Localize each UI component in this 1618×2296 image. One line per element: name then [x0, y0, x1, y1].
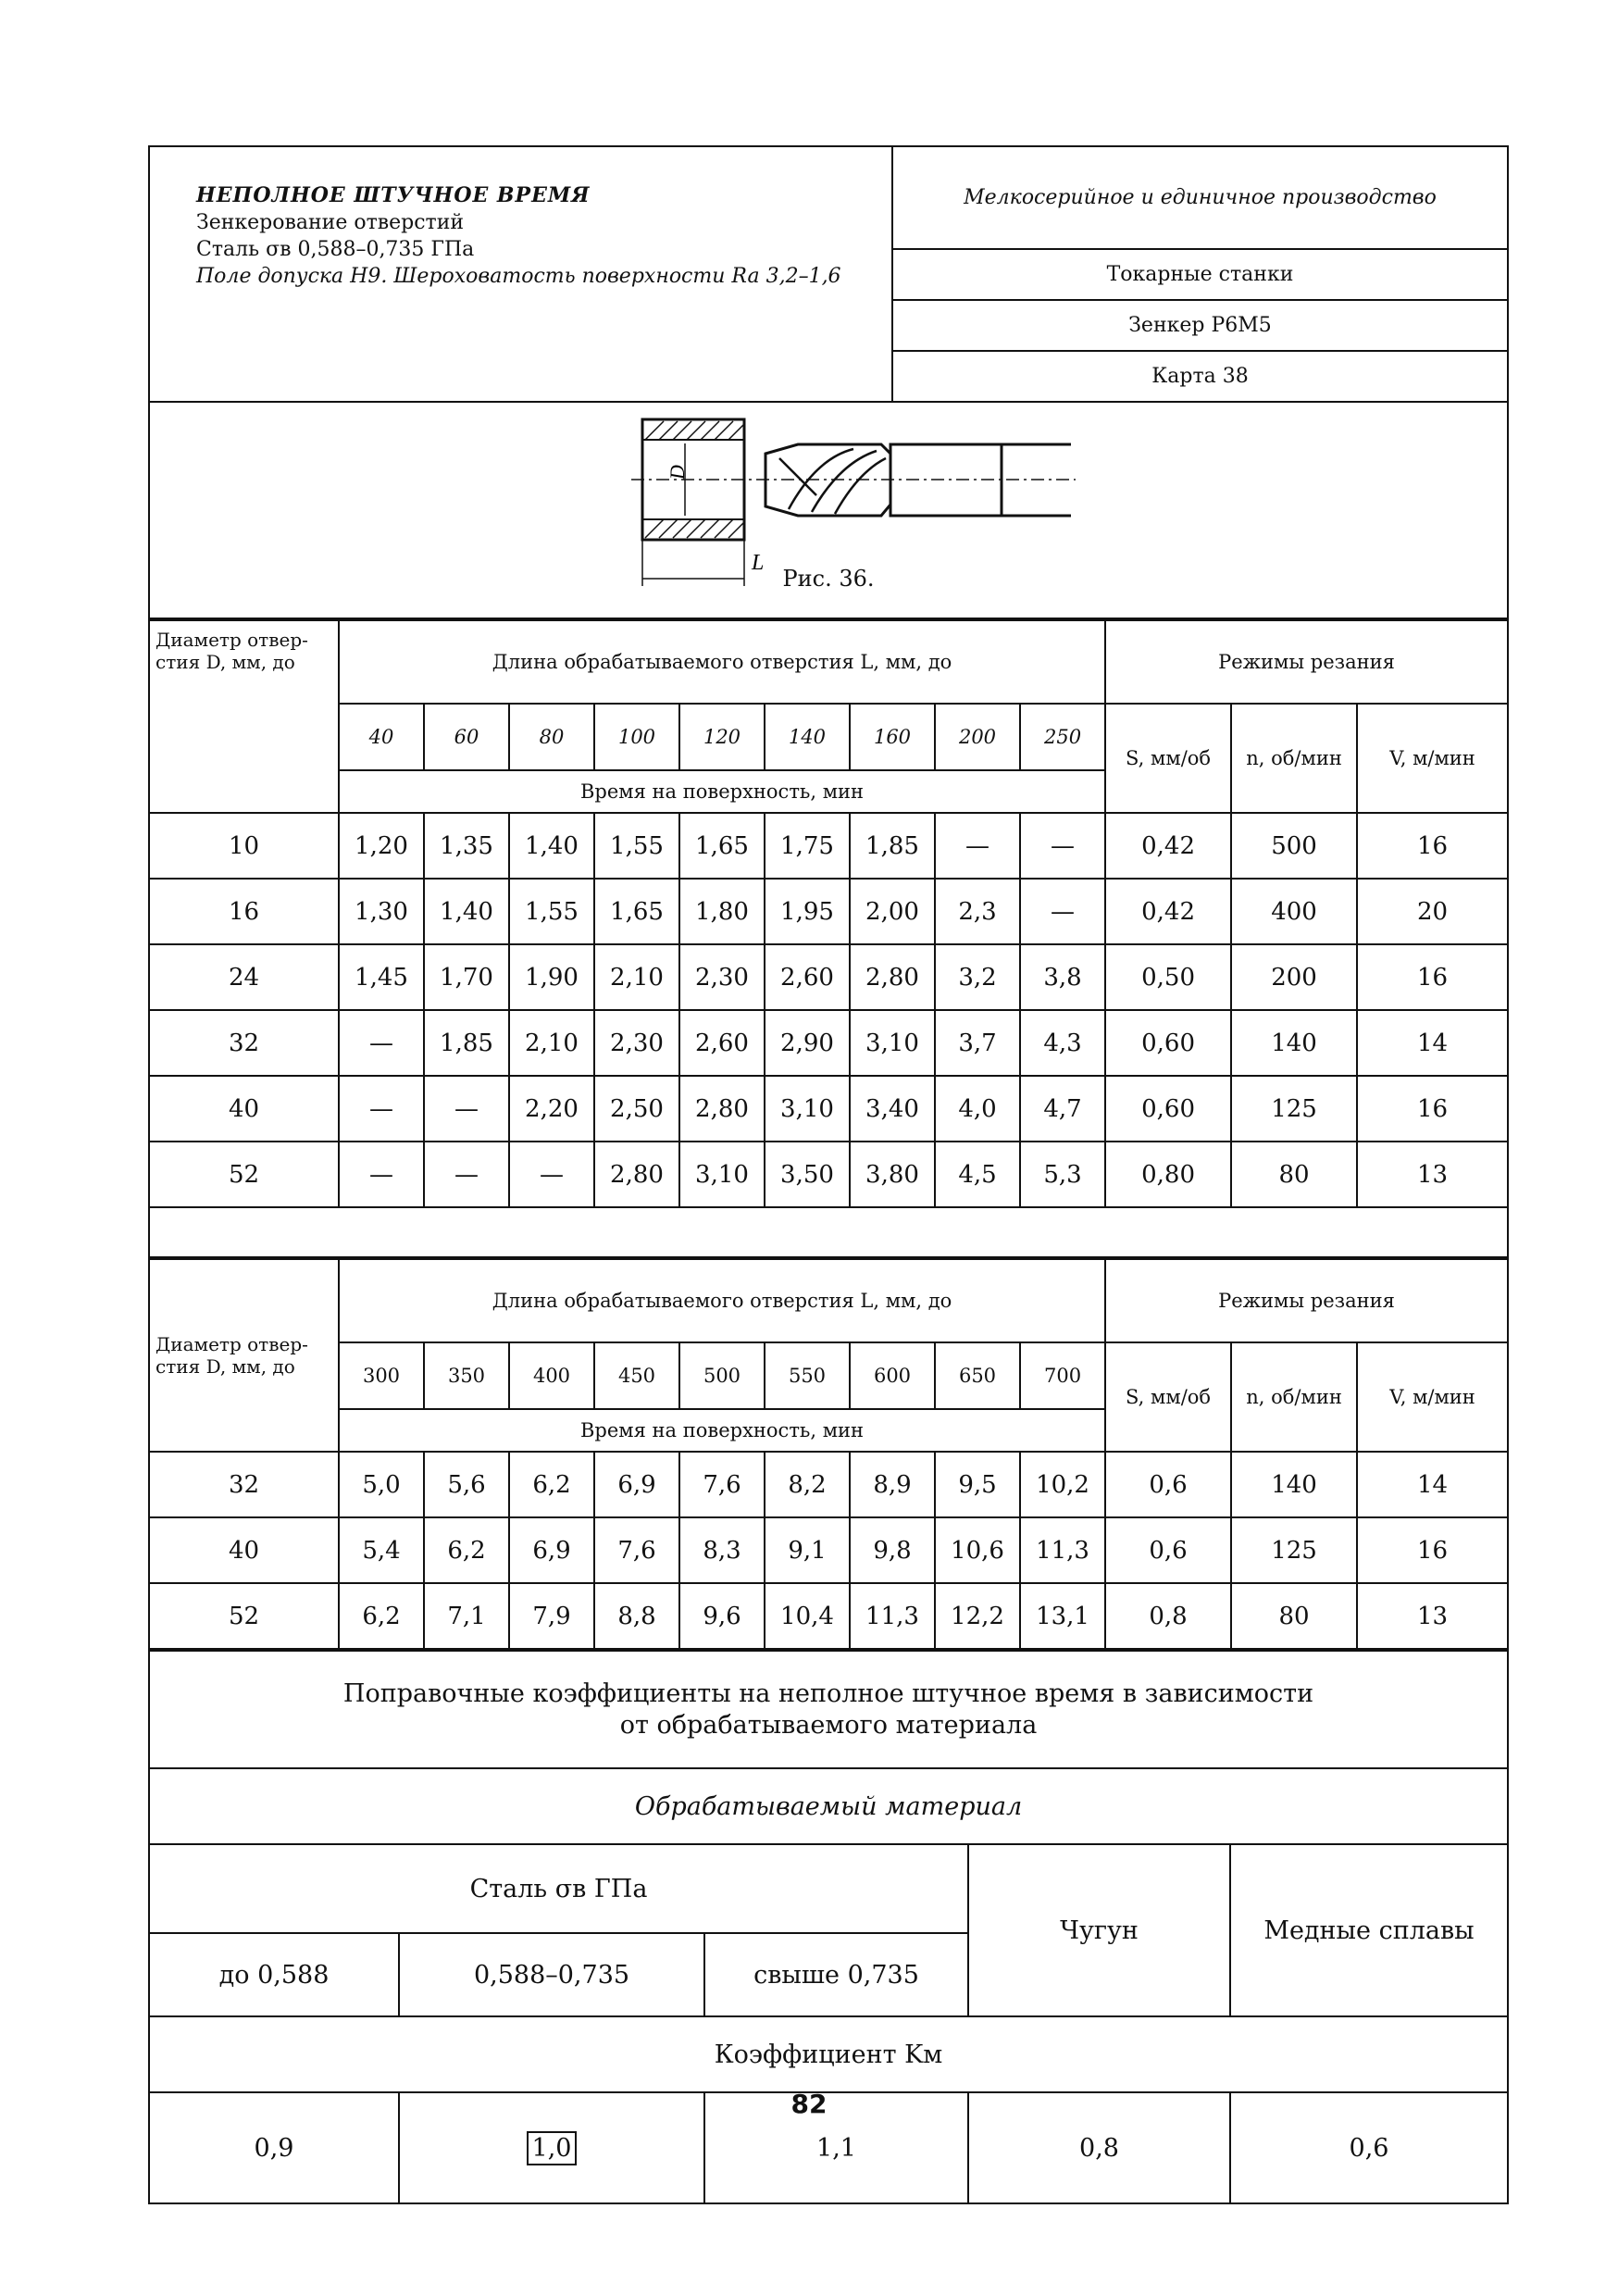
- copper-header: Медные сплавы: [1230, 1844, 1508, 2016]
- length-col: 140: [765, 704, 850, 770]
- time-cell: 3,10: [850, 1010, 935, 1076]
- diameter-cell: 24: [149, 944, 339, 1010]
- time-cell: 9,6: [679, 1583, 765, 1649]
- modes-header: Режимы резания: [1105, 620, 1508, 704]
- coefficient-header: Коэффициент Kм: [149, 2016, 1508, 2092]
- length-col: 100: [594, 704, 679, 770]
- countersink-flutes: [779, 449, 886, 514]
- diameter-header: Диаметр отвер-стия D, мм, до: [149, 1259, 339, 1452]
- time-header: Время на поверхность, мин: [339, 1409, 1105, 1452]
- time-cell: 2,50: [594, 1076, 679, 1142]
- coefficient-value-boxed: 1,0: [527, 2131, 578, 2165]
- velocity-col: V, м/мин: [1357, 704, 1508, 813]
- table-row: [149, 1076, 1508, 1142]
- figure-block: [148, 401, 1509, 619]
- length-col: 650: [935, 1342, 1020, 1409]
- mode-cell: 16: [1357, 1076, 1508, 1142]
- length-header: Длина обрабатываемого отверстия L, мм, до: [339, 620, 1105, 704]
- time-cell: 10,2: [1020, 1452, 1105, 1517]
- coefficient-table: [148, 1650, 1509, 2204]
- time-cell: 1,20: [339, 813, 424, 879]
- length-col: 250: [1020, 704, 1105, 770]
- table-2-body: [149, 1452, 1508, 1649]
- mode-cell: 125: [1231, 1517, 1357, 1583]
- feed-col: S, мм/об: [1105, 704, 1231, 813]
- time-cell: —: [509, 1142, 594, 1207]
- time-cell: 1,45: [339, 944, 424, 1010]
- time-cell: 2,80: [850, 944, 935, 1010]
- mode-cell: 16: [1357, 944, 1508, 1010]
- time-cell: 9,1: [765, 1517, 850, 1583]
- time-cell: 11,3: [1020, 1517, 1105, 1583]
- length-col: 700: [1020, 1342, 1105, 1409]
- cast-iron-header: Чугун: [968, 1844, 1230, 2016]
- mode-cell: 20: [1357, 879, 1508, 944]
- time-cell: —: [339, 1076, 424, 1142]
- tolerance-text: Поле допуска Н9. Шероховатость поверхности Ra 3,2–1,6: [196, 265, 841, 288]
- diameter-cell: 40: [149, 1517, 339, 1583]
- mode-cell: 14: [1357, 1452, 1508, 1517]
- speed-col: n, об/мин: [1231, 1342, 1357, 1452]
- figure-caption: Рис. 36.: [782, 566, 875, 592]
- length-header: Длина обрабатываемого отверстия L, мм, до: [339, 1259, 1105, 1342]
- table-1-body: [149, 813, 1508, 1207]
- mode-cell: 200: [1231, 944, 1357, 1010]
- mode-cell: 16: [1357, 1517, 1508, 1583]
- time-cell: 3,80: [850, 1142, 935, 1207]
- time-cell: 10,6: [935, 1517, 1020, 1583]
- production-type: Мелкосерийное и единичное производство: [892, 146, 1508, 249]
- time-cell: 1,65: [594, 879, 679, 944]
- time-cell: 1,55: [509, 879, 594, 944]
- length-col: 200: [935, 704, 1020, 770]
- time-cell: 2,10: [594, 944, 679, 1010]
- steel-range: до 0,588: [149, 1933, 399, 2016]
- steel-range: свыше 0,735: [704, 1933, 968, 2016]
- length-col: 40: [339, 704, 424, 770]
- time-cell: 12,2: [935, 1583, 1020, 1649]
- time-cell: 5,6: [424, 1452, 509, 1517]
- mode-cell: 14: [1357, 1010, 1508, 1076]
- time-cell: 2,60: [765, 944, 850, 1010]
- time-cell: 13,1: [1020, 1583, 1105, 1649]
- time-cell: 6,2: [509, 1452, 594, 1517]
- time-cell: 1,70: [424, 944, 509, 1010]
- length-col: 60: [424, 704, 509, 770]
- mode-cell: 0,42: [1105, 879, 1231, 944]
- time-cell: 1,75: [765, 813, 850, 879]
- table-row: [149, 1452, 1508, 1517]
- operation-text: Зенкерование отверстий: [196, 211, 465, 234]
- time-cell: 9,8: [850, 1517, 935, 1583]
- time-cell: 4,7: [1020, 1076, 1105, 1142]
- time-cell: 11,3: [850, 1583, 935, 1649]
- length-col: 160: [850, 704, 935, 770]
- time-cell: —: [935, 813, 1020, 879]
- time-cell: 8,2: [765, 1452, 850, 1517]
- diameter-header: Диаметр отвер-стия D, мм, до: [149, 620, 339, 813]
- mode-cell: 13: [1357, 1583, 1508, 1649]
- coefficient-value: 0,9: [149, 2092, 399, 2203]
- time-cell: 1,85: [850, 813, 935, 879]
- time-cell: 2,80: [679, 1076, 765, 1142]
- mode-cell: 0,6: [1105, 1452, 1231, 1517]
- diameter-cell: 40: [149, 1076, 339, 1142]
- time-cell: 7,6: [679, 1452, 765, 1517]
- mode-cell: 500: [1231, 813, 1357, 879]
- time-cell: 6,9: [509, 1517, 594, 1583]
- modes-header: Режимы резания: [1105, 1259, 1508, 1342]
- time-cell: 3,2: [935, 944, 1020, 1010]
- mode-cell: 0,80: [1105, 1142, 1231, 1207]
- diameter-cell: 32: [149, 1010, 339, 1076]
- time-header: Время на поверхность, мин: [339, 770, 1105, 813]
- time-cell: 2,00: [850, 879, 935, 944]
- time-cell: 1,35: [424, 813, 509, 879]
- card-title: НЕПОЛНОЕ ШТУЧНОЕ ВРЕМЯ: [196, 183, 591, 207]
- coefficient-title-line1: Поправочные коэффициенты на неполное штучное время в зависимости: [342, 1678, 1314, 1708]
- material-text: Сталь σв 0,588–0,735 ГПа: [196, 238, 475, 261]
- coefficient-value: 0,8: [968, 2092, 1230, 2203]
- time-cell: 1,40: [424, 879, 509, 944]
- mode-cell: 0,8: [1105, 1583, 1231, 1649]
- time-cell: 2,80: [594, 1142, 679, 1207]
- time-cell: —: [424, 1142, 509, 1207]
- mode-cell: 0,50: [1105, 944, 1231, 1010]
- time-cell: 2,20: [509, 1076, 594, 1142]
- time-cell: 1,80: [679, 879, 765, 944]
- time-cell: 1,95: [765, 879, 850, 944]
- time-cell: 6,9: [594, 1452, 679, 1517]
- diameter-label: D: [666, 465, 689, 480]
- card-number: Карта 38: [1151, 365, 1249, 389]
- mode-cell: 125: [1231, 1076, 1357, 1142]
- time-cell: 2,30: [679, 944, 765, 1010]
- time-cell: 8,8: [594, 1583, 679, 1649]
- tool-type: Зенкер Р6М5: [892, 300, 1508, 351]
- diameter-cell: 52: [149, 1142, 339, 1207]
- length-col: 350: [424, 1342, 509, 1409]
- time-cell: 5,3: [1020, 1142, 1105, 1207]
- time-cell: 3,7: [935, 1010, 1020, 1076]
- mode-cell: 0,6: [1105, 1517, 1231, 1583]
- mode-cell: 0,60: [1105, 1076, 1231, 1142]
- mode-cell: 140: [1231, 1010, 1357, 1076]
- time-cell: —: [1020, 879, 1105, 944]
- mode-cell: 80: [1231, 1142, 1357, 1207]
- feed-col: S, мм/об: [1105, 1342, 1231, 1452]
- time-cell: —: [339, 1142, 424, 1207]
- time-cell: 3,8: [1020, 944, 1105, 1010]
- norm-card: [148, 145, 1509, 2204]
- length-col: 600: [850, 1342, 935, 1409]
- table-row: [149, 813, 1508, 879]
- time-cell: 2,60: [679, 1010, 765, 1076]
- time-cell: 10,4: [765, 1583, 850, 1649]
- time-cell: 3,10: [679, 1142, 765, 1207]
- coefficient-title: [149, 1651, 1508, 1768]
- length-col: 400: [509, 1342, 594, 1409]
- length-label: L: [752, 551, 765, 575]
- time-cell: 4,3: [1020, 1010, 1105, 1076]
- coefficient-value: 0,6: [1230, 2092, 1508, 2203]
- coefficient-title-line2: от обрабатываемого материала: [619, 1710, 1038, 1740]
- length-col: 450: [594, 1342, 679, 1409]
- length-col: 300: [339, 1342, 424, 1409]
- time-cell: 1,55: [594, 813, 679, 879]
- table-row: [149, 1517, 1508, 1583]
- mode-cell: 140: [1231, 1452, 1357, 1517]
- diameter-cell: 32: [149, 1452, 339, 1517]
- time-cell: 2,30: [594, 1010, 679, 1076]
- time-cell: 2,10: [509, 1010, 594, 1076]
- time-cell: 5,4: [339, 1517, 424, 1583]
- time-cell: 2,3: [935, 879, 1020, 944]
- mode-cell: 13: [1357, 1142, 1508, 1207]
- time-cell: 9,5: [935, 1452, 1020, 1517]
- table-row: [149, 1010, 1508, 1076]
- table-row: [149, 879, 1508, 944]
- time-cell: —: [1020, 813, 1105, 879]
- time-cell: 1,85: [424, 1010, 509, 1076]
- header-description: [149, 146, 892, 401]
- velocity-col: V, м/мин: [1357, 1342, 1508, 1452]
- mode-cell: 16: [1357, 813, 1508, 879]
- mode-cell: 0,60: [1105, 1010, 1231, 1076]
- table-row: [149, 1142, 1508, 1207]
- steel-header: Сталь σв ГПа: [149, 1844, 968, 1933]
- time-cell: 3,40: [850, 1076, 935, 1142]
- time-cell: 7,1: [424, 1583, 509, 1649]
- time-cell: 1,90: [509, 944, 594, 1010]
- time-cell: 7,6: [594, 1517, 679, 1583]
- time-cell: —: [424, 1076, 509, 1142]
- time-table-2: [148, 1258, 1509, 1650]
- diameter-cell: 52: [149, 1583, 339, 1649]
- time-cell: 2,90: [765, 1010, 850, 1076]
- time-cell: 6,2: [424, 1517, 509, 1583]
- table-row: [149, 944, 1508, 1010]
- material-header: Обрабатываемый материал: [149, 1768, 1508, 1844]
- time-cell: 8,3: [679, 1517, 765, 1583]
- length-col: 120: [679, 704, 765, 770]
- time-cell: 3,10: [765, 1076, 850, 1142]
- time-table-1: [148, 619, 1509, 1258]
- mode-cell: 400: [1231, 879, 1357, 944]
- time-cell: 4,0: [935, 1076, 1020, 1142]
- diameter-cell: 10: [149, 813, 339, 879]
- diameter-cell: 16: [149, 879, 339, 944]
- machine-type: Токарные станки: [892, 249, 1508, 300]
- mode-cell: 0,42: [1105, 813, 1231, 879]
- card-header: [148, 145, 1509, 401]
- length-col: 500: [679, 1342, 765, 1409]
- steel-range: 0,588–0,735: [399, 1933, 704, 2016]
- time-cell: 1,65: [679, 813, 765, 879]
- mode-cell: 80: [1231, 1583, 1357, 1649]
- coefficient-value: 1,1: [704, 2092, 968, 2203]
- time-cell: 1,40: [509, 813, 594, 879]
- time-cell: 1,30: [339, 879, 424, 944]
- length-col: 550: [765, 1342, 850, 1409]
- time-cell: 5,0: [339, 1452, 424, 1517]
- page-number: 82: [790, 2089, 828, 2119]
- time-cell: 8,9: [850, 1452, 935, 1517]
- table-row: [149, 1583, 1508, 1649]
- time-cell: —: [339, 1010, 424, 1076]
- speed-col: n, об/мин: [1231, 704, 1357, 813]
- time-cell: 7,9: [509, 1583, 594, 1649]
- length-col: 80: [509, 704, 594, 770]
- time-cell: 6,2: [339, 1583, 424, 1649]
- time-cell: 4,5: [935, 1142, 1020, 1207]
- time-cell: 3,50: [765, 1142, 850, 1207]
